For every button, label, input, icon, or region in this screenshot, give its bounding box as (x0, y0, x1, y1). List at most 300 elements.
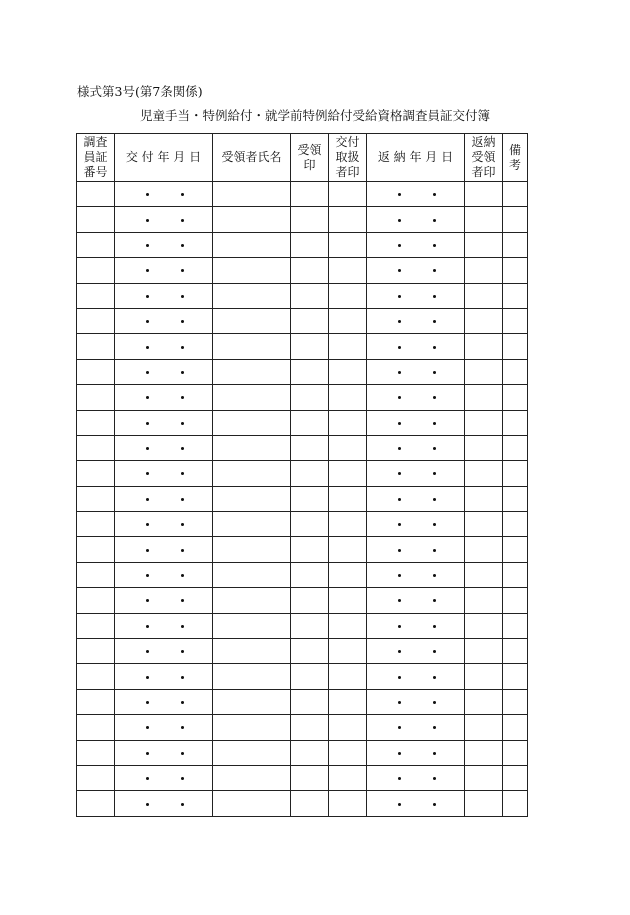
recipient-name-cell (213, 461, 291, 486)
return-date-cell (367, 207, 465, 232)
register-row (77, 308, 528, 333)
issuer-seal-cell (329, 765, 367, 790)
receipt-seal-cell (291, 562, 329, 587)
header-receipt-seal: 受領 印 (291, 134, 329, 182)
date-dot (181, 599, 184, 602)
issuer-seal-cell (329, 486, 367, 511)
id-number-cell (77, 308, 115, 333)
date-separator-dots (367, 594, 464, 606)
return-receipt-seal-cell (465, 715, 503, 740)
receipt-seal-cell (291, 613, 329, 638)
id-number-cell (77, 334, 115, 359)
date-dot (181, 752, 184, 755)
recipient-name-cell (213, 740, 291, 765)
date-separator-dots (115, 747, 212, 759)
receipt-seal-cell (291, 765, 329, 790)
date-dot (398, 726, 401, 729)
remarks-cell (503, 537, 528, 562)
date-dot (398, 244, 401, 247)
return-date-cell (367, 182, 465, 207)
remarks-cell (503, 308, 528, 333)
issuer-seal-cell (329, 182, 367, 207)
return-date-cell (367, 308, 465, 333)
date-dot (433, 472, 436, 475)
return-receipt-seal-cell (465, 791, 503, 816)
id-number-cell (77, 258, 115, 283)
date-separator-dots (367, 315, 464, 327)
date-dot (433, 676, 436, 679)
return-date-cell (367, 486, 465, 511)
register-row (77, 740, 528, 765)
date-dot (398, 371, 401, 374)
receipt-seal-cell (291, 410, 329, 435)
receipt-seal-cell (291, 715, 329, 740)
id-number-cell (77, 283, 115, 308)
issuer-seal-cell (329, 588, 367, 613)
date-separator-dots (115, 341, 212, 353)
issuer-seal-cell (329, 461, 367, 486)
issuer-seal-cell (329, 410, 367, 435)
date-dot (146, 777, 149, 780)
date-dot (433, 574, 436, 577)
issuer-seal-cell (329, 639, 367, 664)
date-dot (398, 422, 401, 425)
date-dot (181, 549, 184, 552)
return-date-cell (367, 740, 465, 765)
date-dot (433, 803, 436, 806)
id-number-cell (77, 512, 115, 537)
date-separator-dots (115, 188, 212, 200)
date-separator-dots (367, 264, 464, 276)
return-receipt-seal-cell (465, 410, 503, 435)
return-receipt-seal-cell (465, 765, 503, 790)
date-dot (181, 523, 184, 526)
date-dot (181, 396, 184, 399)
date-dot (146, 346, 149, 349)
issuer-seal-cell (329, 537, 367, 562)
remarks-cell (503, 512, 528, 537)
return-date-cell (367, 359, 465, 384)
receipt-seal-cell (291, 385, 329, 410)
recipient-name-cell (213, 765, 291, 790)
date-separator-dots (367, 721, 464, 733)
remarks-cell (503, 791, 528, 816)
date-separator-dots (115, 798, 212, 810)
date-dot (398, 193, 401, 196)
date-separator-dots (115, 366, 212, 378)
id-number-cell (77, 207, 115, 232)
date-dot (146, 752, 149, 755)
issuer-seal-cell (329, 334, 367, 359)
receipt-seal-cell (291, 308, 329, 333)
issue-date-cell (115, 588, 213, 613)
date-separator-dots (367, 467, 464, 479)
date-dot (146, 726, 149, 729)
issue-date-cell (115, 715, 213, 740)
receipt-seal-cell (291, 791, 329, 816)
register-row (77, 715, 528, 740)
date-separator-dots (367, 671, 464, 683)
remarks-cell (503, 639, 528, 664)
receipt-seal-cell (291, 461, 329, 486)
date-separator-dots (367, 620, 464, 632)
date-dot (181, 676, 184, 679)
issuer-seal-cell (329, 689, 367, 714)
remarks-cell (503, 334, 528, 359)
date-separator-dots (367, 442, 464, 454)
recipient-name-cell (213, 562, 291, 587)
recipient-name-cell (213, 537, 291, 562)
date-separator-dots (115, 721, 212, 733)
register-row (77, 258, 528, 283)
recipient-name-cell (213, 232, 291, 257)
date-dot (433, 599, 436, 602)
date-dot (398, 599, 401, 602)
date-dot (398, 549, 401, 552)
remarks-cell (503, 435, 528, 460)
header-id-number: 調査 員証 番号 (77, 134, 115, 182)
issue-date-cell (115, 359, 213, 384)
date-dot (181, 244, 184, 247)
issuer-seal-cell (329, 791, 367, 816)
remarks-cell (503, 207, 528, 232)
return-receipt-seal-cell (465, 207, 503, 232)
return-receipt-seal-cell (465, 435, 503, 460)
receipt-seal-cell (291, 639, 329, 664)
recipient-name-cell (213, 435, 291, 460)
register-row (77, 359, 528, 384)
receipt-seal-cell (291, 258, 329, 283)
issuer-seal-cell (329, 308, 367, 333)
date-separator-dots (367, 391, 464, 403)
date-dot (398, 447, 401, 450)
date-dot (398, 219, 401, 222)
date-dot (146, 650, 149, 653)
recipient-name-cell (213, 689, 291, 714)
date-separator-dots (367, 645, 464, 657)
date-dot (146, 396, 149, 399)
recipient-name-cell (213, 639, 291, 664)
date-separator-dots (367, 493, 464, 505)
receipt-seal-cell (291, 359, 329, 384)
date-dot (433, 650, 436, 653)
receipt-seal-cell (291, 740, 329, 765)
date-dot (146, 701, 149, 704)
issuer-seal-cell (329, 613, 367, 638)
date-dot (398, 676, 401, 679)
return-date-cell (367, 715, 465, 740)
return-date-cell (367, 765, 465, 790)
date-dot (181, 701, 184, 704)
register-row (77, 207, 528, 232)
date-dot (146, 447, 149, 450)
return-receipt-seal-cell (465, 385, 503, 410)
date-separator-dots (115, 290, 212, 302)
issue-date-cell (115, 689, 213, 714)
return-date-cell (367, 613, 465, 638)
id-number-cell (77, 613, 115, 638)
id-number-cell (77, 359, 115, 384)
date-separator-dots (115, 544, 212, 556)
remarks-cell (503, 765, 528, 790)
date-separator-dots (367, 366, 464, 378)
id-number-cell (77, 385, 115, 410)
header-return-receipt-seal: 返納 受領 者印 (465, 134, 503, 182)
date-dot (433, 752, 436, 755)
return-receipt-seal-cell (465, 461, 503, 486)
form-number-label: 様式第3号(第7条関係) (77, 84, 203, 99)
register-row (77, 613, 528, 638)
date-dot (433, 777, 436, 780)
issue-date-cell (115, 537, 213, 562)
date-dot (433, 396, 436, 399)
return-receipt-seal-cell (465, 359, 503, 384)
receipt-seal-cell (291, 182, 329, 207)
remarks-cell (503, 410, 528, 435)
return-receipt-seal-cell (465, 283, 503, 308)
receipt-seal-cell (291, 486, 329, 511)
issue-date-cell (115, 562, 213, 587)
return-date-cell (367, 461, 465, 486)
date-dot (433, 371, 436, 374)
date-separator-dots (115, 696, 212, 708)
date-separator-dots (115, 467, 212, 479)
date-dot (398, 777, 401, 780)
register-row (77, 765, 528, 790)
return-receipt-seal-cell (465, 639, 503, 664)
return-receipt-seal-cell (465, 232, 503, 257)
return-receipt-seal-cell (465, 182, 503, 207)
register-row (77, 512, 528, 537)
return-date-cell (367, 385, 465, 410)
issue-date-cell (115, 435, 213, 460)
date-separator-dots (115, 518, 212, 530)
receipt-seal-cell (291, 334, 329, 359)
date-separator-dots (115, 671, 212, 683)
date-dot (398, 752, 401, 755)
header-issue-date: 交 付 年 月 日 (115, 134, 213, 182)
remarks-cell (503, 740, 528, 765)
issue-date-cell (115, 385, 213, 410)
date-dot (433, 498, 436, 501)
receipt-seal-cell (291, 207, 329, 232)
date-separator-dots (367, 544, 464, 556)
id-number-cell (77, 486, 115, 511)
date-dot (181, 371, 184, 374)
date-dot (181, 193, 184, 196)
issuer-seal-cell (329, 283, 367, 308)
date-dot (433, 447, 436, 450)
date-dot (146, 574, 149, 577)
date-separator-dots (367, 341, 464, 353)
recipient-name-cell (213, 359, 291, 384)
date-dot (146, 803, 149, 806)
date-dot (398, 396, 401, 399)
receipt-seal-cell (291, 664, 329, 689)
date-dot (398, 625, 401, 628)
date-separator-dots (115, 417, 212, 429)
register-row (77, 588, 528, 613)
issue-date-cell (115, 461, 213, 486)
issue-date-cell (115, 512, 213, 537)
remarks-cell (503, 689, 528, 714)
issuer-seal-cell (329, 359, 367, 384)
register-row (77, 791, 528, 816)
return-receipt-seal-cell (465, 588, 503, 613)
remarks-cell (503, 359, 528, 384)
register-row (77, 689, 528, 714)
date-separator-dots (115, 645, 212, 657)
date-dot (146, 599, 149, 602)
receipt-seal-cell (291, 232, 329, 257)
recipient-name-cell (213, 664, 291, 689)
issuer-seal-cell (329, 512, 367, 537)
recipient-name-cell (213, 588, 291, 613)
remarks-cell (503, 588, 528, 613)
issue-date-cell (115, 740, 213, 765)
date-dot (181, 422, 184, 425)
return-date-cell (367, 639, 465, 664)
form-title: 児童手当・特例給付・就学前特例給付受給資格調査員証交付簿 (139, 108, 490, 123)
date-dot (181, 346, 184, 349)
issue-date-cell (115, 334, 213, 359)
issuer-seal-cell (329, 435, 367, 460)
date-dot (433, 422, 436, 425)
date-dot (146, 320, 149, 323)
register-row (77, 283, 528, 308)
return-date-cell (367, 562, 465, 587)
date-dot (433, 625, 436, 628)
date-dot (398, 650, 401, 653)
issue-date-cell (115, 410, 213, 435)
date-separator-dots (367, 239, 464, 251)
register-row (77, 537, 528, 562)
date-separator-dots (367, 214, 464, 226)
date-dot (146, 244, 149, 247)
issuer-seal-cell (329, 258, 367, 283)
date-separator-dots (115, 391, 212, 403)
receipt-seal-cell (291, 283, 329, 308)
date-dot (146, 193, 149, 196)
receipt-seal-cell (291, 689, 329, 714)
date-dot (181, 574, 184, 577)
remarks-cell (503, 232, 528, 257)
receipt-seal-cell (291, 537, 329, 562)
date-dot (398, 472, 401, 475)
return-receipt-seal-cell (465, 740, 503, 765)
recipient-name-cell (213, 410, 291, 435)
return-date-cell (367, 664, 465, 689)
receipt-seal-cell (291, 588, 329, 613)
issuer-seal-cell (329, 207, 367, 232)
return-date-cell (367, 537, 465, 562)
recipient-name-cell (213, 486, 291, 511)
date-dot (181, 447, 184, 450)
date-dot (398, 346, 401, 349)
register-row (77, 182, 528, 207)
return-date-cell (367, 232, 465, 257)
date-dot (433, 523, 436, 526)
issue-date-cell (115, 308, 213, 333)
header-remarks: 備 考 (503, 134, 528, 182)
date-separator-dots (115, 214, 212, 226)
header-row (77, 134, 528, 182)
date-dot (433, 549, 436, 552)
issuer-seal-cell (329, 715, 367, 740)
recipient-name-cell (213, 182, 291, 207)
return-receipt-seal-cell (465, 512, 503, 537)
header-issuer-seal: 交付 取扱 者印 (329, 134, 367, 182)
remarks-cell (503, 562, 528, 587)
register-row (77, 410, 528, 435)
issuer-seal-cell (329, 562, 367, 587)
remarks-cell (503, 258, 528, 283)
register-row (77, 664, 528, 689)
return-date-cell (367, 258, 465, 283)
date-dot (433, 320, 436, 323)
date-dot (398, 295, 401, 298)
date-dot (181, 269, 184, 272)
issuance-register-table (76, 133, 534, 817)
date-dot (146, 498, 149, 501)
date-dot (433, 269, 436, 272)
return-receipt-seal-cell (465, 664, 503, 689)
register-row (77, 435, 528, 460)
return-date-cell (367, 283, 465, 308)
date-dot (146, 625, 149, 628)
remarks-cell (503, 486, 528, 511)
date-separator-dots (115, 264, 212, 276)
date-separator-dots (367, 747, 464, 759)
recipient-name-cell (213, 715, 291, 740)
date-separator-dots (367, 569, 464, 581)
date-dot (146, 472, 149, 475)
date-separator-dots (115, 594, 212, 606)
date-separator-dots (367, 696, 464, 708)
date-dot (181, 625, 184, 628)
id-number-cell (77, 765, 115, 790)
id-number-cell (77, 740, 115, 765)
id-number-cell (77, 791, 115, 816)
issue-date-cell (115, 207, 213, 232)
date-dot (433, 295, 436, 298)
date-dot (181, 472, 184, 475)
register-row (77, 486, 528, 511)
issue-date-cell (115, 639, 213, 664)
recipient-name-cell (213, 613, 291, 638)
date-dot (433, 726, 436, 729)
issue-date-cell (115, 232, 213, 257)
register-row (77, 562, 528, 587)
header-return-date: 返 納 年 月 日 (367, 134, 465, 182)
issuer-seal-cell (329, 740, 367, 765)
date-dot (146, 219, 149, 222)
id-number-cell (77, 664, 115, 689)
remarks-cell (503, 283, 528, 308)
id-number-cell (77, 537, 115, 562)
date-dot (146, 523, 149, 526)
date-dot (398, 574, 401, 577)
header-recipient-name: 受領者氏名 (213, 134, 291, 182)
register-row (77, 461, 528, 486)
recipient-name-cell (213, 283, 291, 308)
date-dot (433, 701, 436, 704)
date-separator-dots (367, 798, 464, 810)
date-separator-dots (367, 188, 464, 200)
id-number-cell (77, 461, 115, 486)
date-dot (433, 244, 436, 247)
return-date-cell (367, 410, 465, 435)
